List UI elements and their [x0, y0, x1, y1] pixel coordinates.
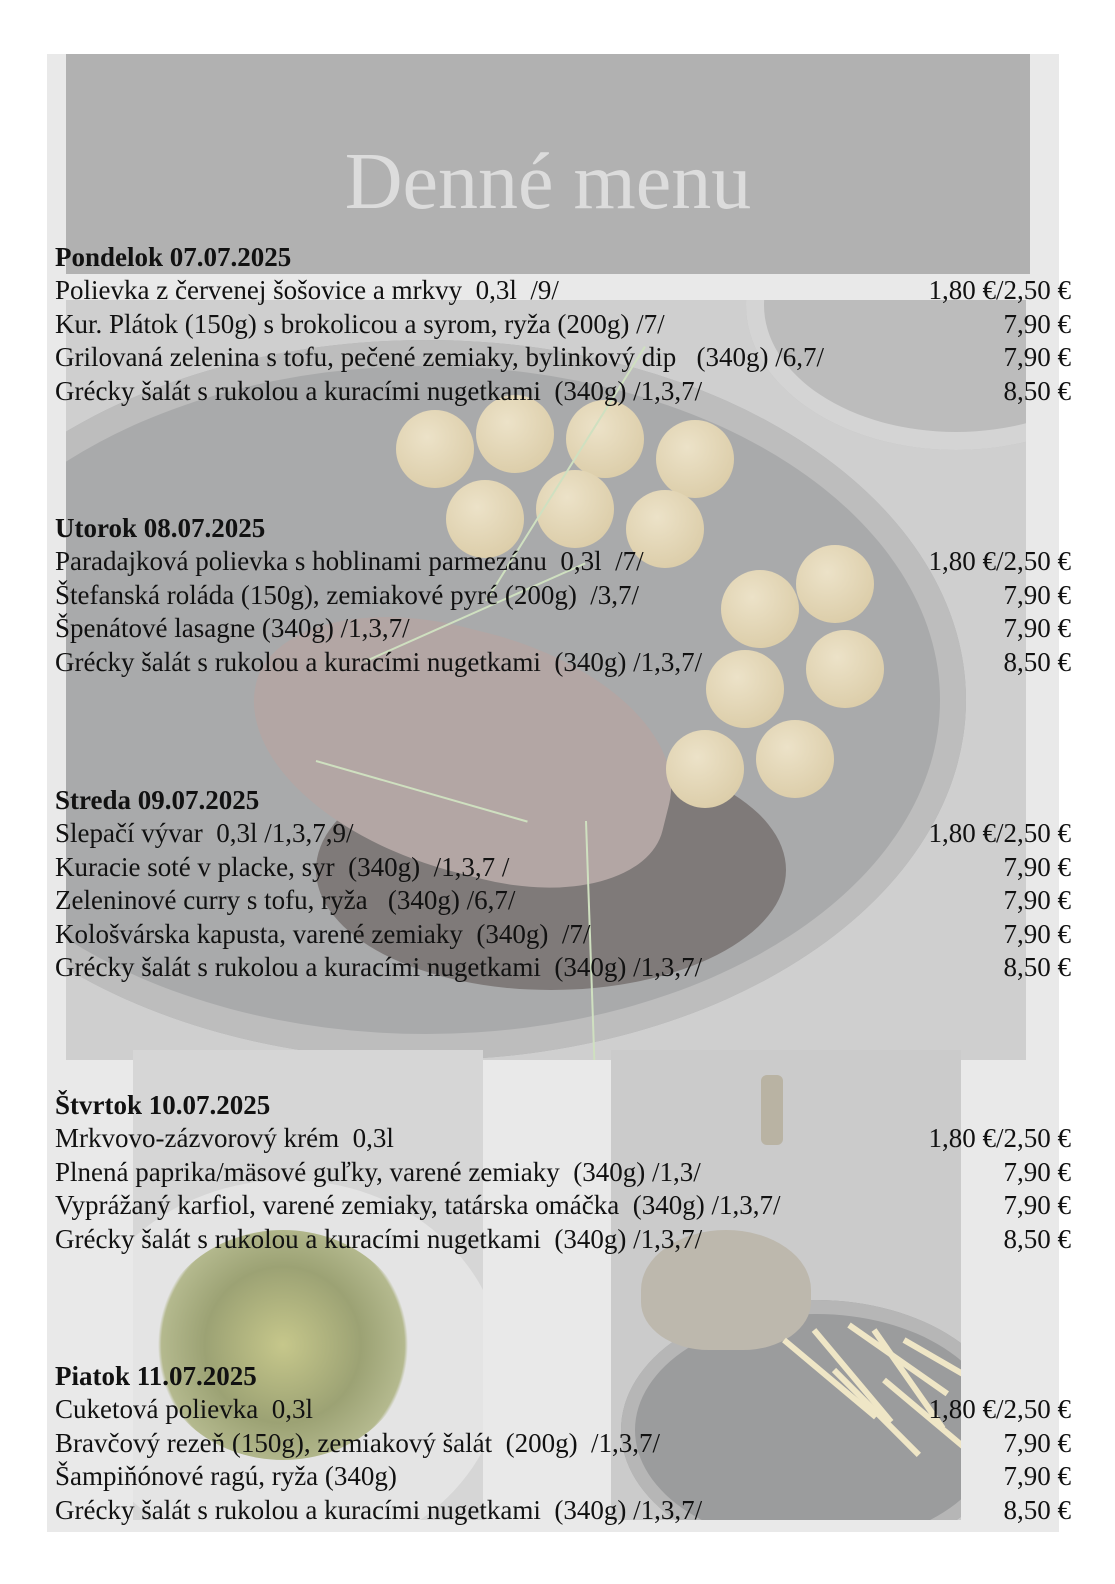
menu-item: [55, 1393, 1071, 1427]
menu-item: [55, 545, 1071, 579]
menu-item: [55, 1122, 1071, 1156]
dish-name: Cuketová polievka 0,3l: [55, 1394, 313, 1424]
dish-name: Grécky šalát s rukolou a kuracími nugetkami (340g) /1,3,7/: [55, 952, 703, 983]
menu-item: [55, 579, 1071, 613]
dish-price: 7,90 €: [1003, 308, 1071, 339]
dish-name: Kur. Plátok (150g) s brokolicou a syrom, ryža (200g) /7/: [55, 308, 665, 339]
menu-item: [55, 1427, 1071, 1461]
dish-name: Paradajková polievka s hoblinami parmezánu 0,3l /7/: [55, 546, 644, 576]
dish-price: 7,90 €: [1003, 918, 1071, 949]
dish-price: 7,90 €: [1003, 342, 1071, 373]
potato-ball: [656, 420, 734, 498]
day-heading: Piatok 11.07.2025: [55, 1361, 257, 1391]
dish-price: 7,90 €: [1003, 1427, 1071, 1458]
day-section-tuesday: [55, 512, 1071, 679]
dish-name: Špenátové lasagne (340g) /1,3,7/: [55, 613, 410, 644]
menu-item: [55, 375, 1071, 409]
dish-name: Grécky šalát s rukolou a kuracími nugetkami (340g) /1,3,7/: [55, 1223, 703, 1254]
potato-ball: [396, 410, 474, 488]
dish-name: Vyprážaný karfiol, varené zemiaky, tatárska omáčka (340g) /1,3,7/: [55, 1190, 781, 1221]
dish-name: Grécky šalát s rukolou a kuracími nugetkami (340g) /1,3,7/: [55, 1494, 703, 1525]
menu-item: [55, 1494, 1071, 1528]
day-heading: Utorok 08.07.2025: [55, 513, 266, 543]
dish-name: Slepačí vývar 0,3l /1,3,7,9/: [55, 818, 354, 848]
dish-name: Šampiňónové ragú, ryža (340g): [55, 1461, 397, 1492]
dish-price: 7,90 €: [1003, 885, 1071, 916]
dish-price: 8,50 €: [1003, 375, 1071, 406]
day-heading: Streda 09.07.2025: [55, 785, 260, 815]
dish-price: 7,90 €: [1003, 579, 1071, 610]
dish-name: Zeleninové curry s tofu, ryža (340g) /6,7/: [55, 885, 516, 916]
day-section-monday: [55, 241, 1071, 408]
dish-name: Grécky šalát s rukolou a kuracími nugetkami (340g) /1,3,7/: [55, 375, 703, 406]
menu-item: [55, 1460, 1071, 1494]
dish-name: Mrkvovo-zázvorový krém 0,3l: [55, 1123, 394, 1153]
dish-price: 1,80 €/2,50 €: [928, 546, 1071, 576]
dish-price: 1,80 €/2,50 €: [928, 1394, 1071, 1424]
dish-name: Grécky šalát s rukolou a kuracími nugetkami (340g) /1,3,7/: [55, 646, 703, 677]
dish-price: 8,50 €: [1003, 952, 1071, 983]
menu-item: [55, 341, 1071, 375]
dish-name: Grilovaná zelenina s tofu, pečené zemiaky, bylinkový dip (340g) /6,7/: [55, 342, 825, 373]
day-section-friday: [55, 1360, 1071, 1527]
dish-price: 7,90 €: [1003, 613, 1071, 644]
dish-price: 7,90 €: [1003, 1156, 1071, 1187]
menu-item: [55, 1223, 1071, 1257]
day-heading: Pondelok 07.07.2025: [55, 242, 292, 272]
dish-price: 7,90 €: [1003, 851, 1071, 882]
menu-item: [55, 1189, 1071, 1223]
menu-item: [55, 308, 1071, 342]
day-section-wednesday: [55, 784, 1071, 985]
menu-item: [55, 851, 1071, 885]
menu-item: [55, 612, 1071, 646]
menu-item: [55, 951, 1071, 985]
menu-item: [55, 918, 1071, 952]
dish-price: 8,50 €: [1003, 1494, 1071, 1525]
day-section-thursday: [55, 1089, 1071, 1256]
dish-price: 1,80 €/2,50 €: [928, 275, 1071, 305]
dish-name: Kološvárska kapusta, varené zemiaky (340g) /7/: [55, 918, 591, 949]
menu-item: [55, 646, 1071, 680]
dish-price: 7,90 €: [1003, 1461, 1071, 1492]
dish-name: Kuracie soté v placke, syr (340g) /1,3,7 /: [55, 851, 510, 882]
page-title: Denné menu: [344, 138, 752, 226]
dish-name: Plnená paprika/mäsové guľky, varené zemiaky (340g) /1,3/: [55, 1156, 701, 1187]
dish-price: 1,80 €/2,50 €: [928, 818, 1071, 848]
menu-item: [55, 884, 1071, 918]
dish-price: 8,50 €: [1003, 1223, 1071, 1254]
dish-price: 7,90 €: [1003, 1190, 1071, 1221]
dish-name: Polievka z červenej šošovice a mrkvy 0,3l /9/: [55, 275, 559, 305]
menu-item: [55, 1156, 1071, 1190]
dish-name: Bravčový rezeň (150g), zemiakový šalát (200g) /1,3,7/: [55, 1427, 661, 1458]
dish-price: 1,80 €/2,50 €: [928, 1123, 1071, 1153]
menu-item: [55, 274, 1071, 308]
dish-name: Štefanská roláda (150g), zemiakové pyré (200g) /3,7/: [55, 579, 640, 610]
menu-item: [55, 817, 1071, 851]
day-heading: Štvrtok 10.07.2025: [55, 1090, 271, 1120]
dish-price: 8,50 €: [1003, 646, 1071, 677]
